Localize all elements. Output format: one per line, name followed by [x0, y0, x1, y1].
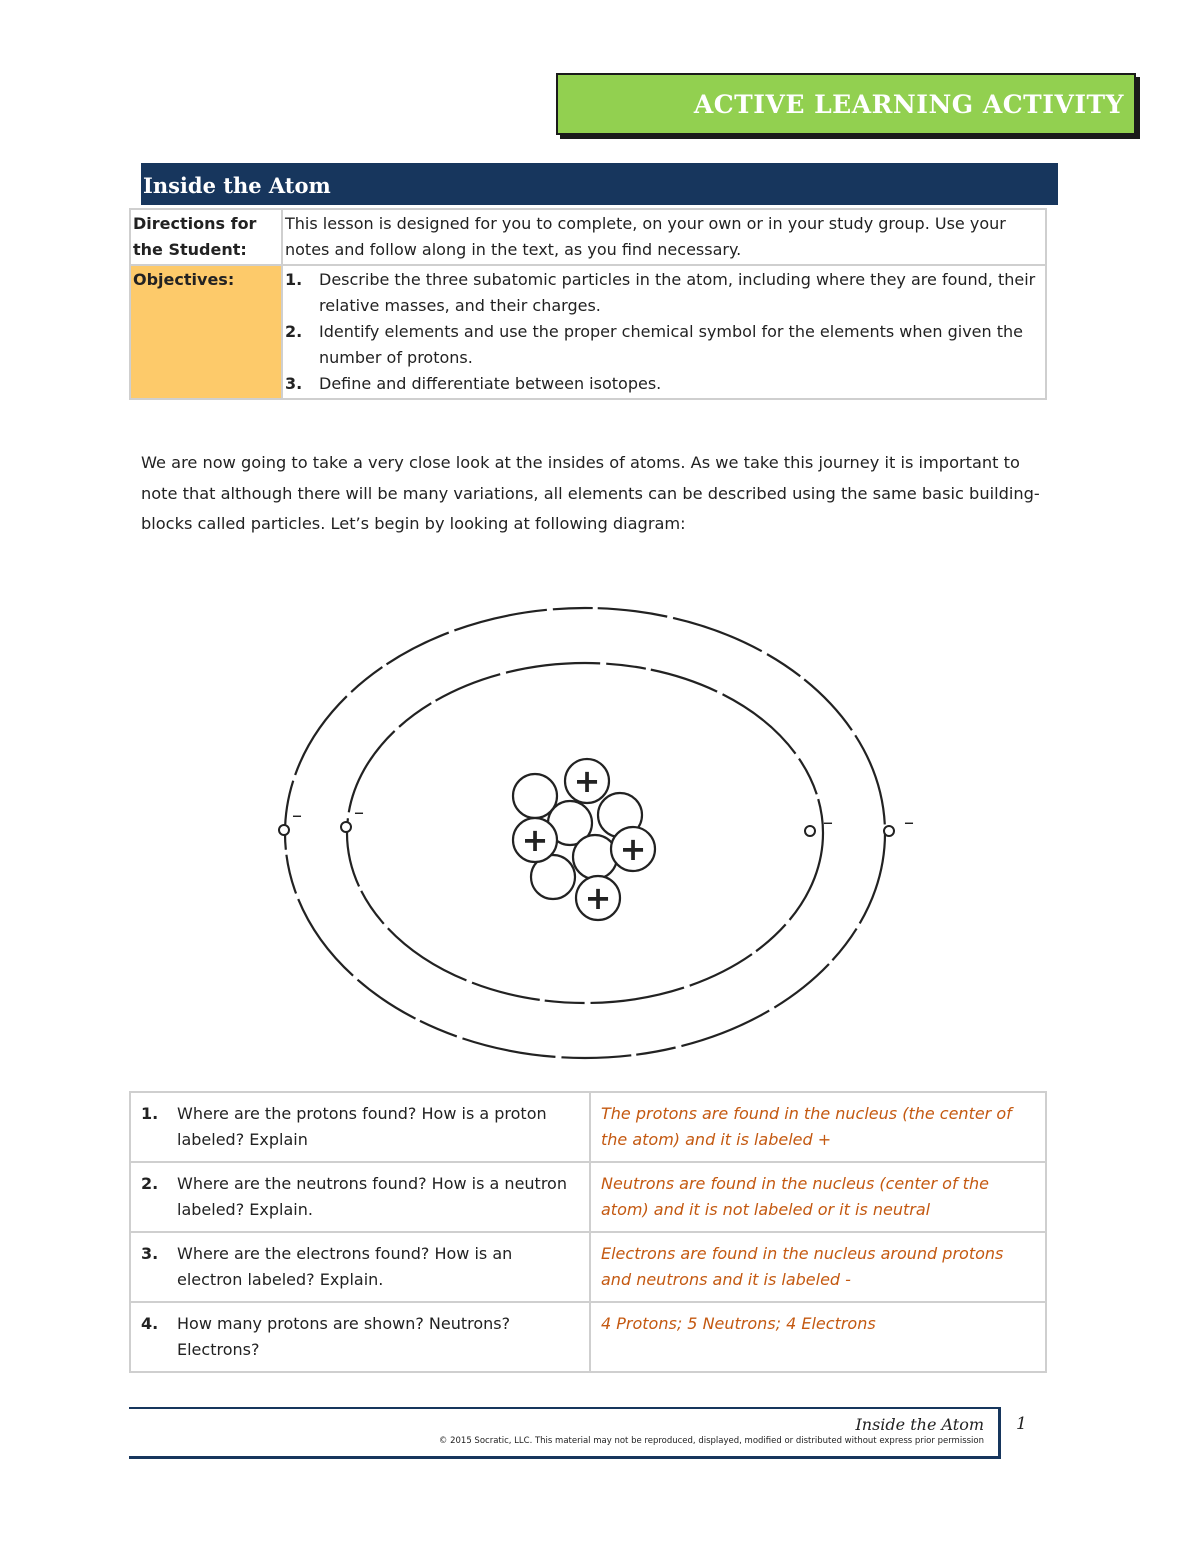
footer-copyright: © 2015 Socratic, LLC. This material may not be reproduced, displayed, modified or distributed without express prior permission [438, 1436, 984, 1446]
electron-minus-icon: – [904, 810, 914, 834]
question-number: 1. [141, 1104, 159, 1123]
answer-cell: The protons are found in the nucleus (the center of the atom) and it is labeled + [590, 1092, 1046, 1162]
electron-minus-icon: – [354, 800, 364, 824]
electron [884, 826, 894, 836]
list-item [285, 267, 1043, 319]
question-text: How many protons are shown? Neutrons? Electrons? [177, 1314, 511, 1359]
question-text: Where are the electrons found? How is an electron labeled? Explain. [177, 1244, 513, 1289]
question-cell [130, 1302, 590, 1372]
question-number: 2. [141, 1174, 159, 1193]
proton-plus-icon: + [584, 879, 612, 917]
directions-row [130, 209, 1046, 265]
questions-table [129, 1091, 1047, 1373]
question-text: Where are the protons found? How is a proton labeled? Explain [177, 1104, 547, 1149]
objective-number: 3. [285, 374, 303, 393]
objective-text: Describe the three subatomic particles in the atom, including where they are found, their relative masses, and their charges. [319, 270, 1036, 315]
answer-cell: Neutrons are found in the nucleus (center of the atom) and it is not labeled or it is neutral [590, 1162, 1046, 1232]
objectives-label: Objectives: [130, 265, 282, 399]
list-item [285, 371, 1043, 397]
objectives-list [285, 267, 1043, 397]
intro-paragraph: We are now going to take a very close look at the insides of atoms. As we take this journey it is important to note that although there will be many variations, all elements can be described using the same basic building-blocks called particles. Let’s begin by looking at following diagram: [141, 453, 1040, 533]
proton-plus-icon: + [573, 762, 601, 800]
question-cell [130, 1232, 590, 1302]
question-number: 3. [141, 1244, 159, 1263]
electron-minus-icon: – [823, 810, 833, 834]
question-cell [130, 1162, 590, 1232]
table-row [130, 1162, 1046, 1232]
table-row [130, 1302, 1046, 1372]
banner-title: ACTIVE LEARNING ACTIVITY [693, 89, 1124, 119]
list-item [285, 319, 1043, 371]
info-table [129, 208, 1047, 400]
objective-text: Identify elements and use the proper chemical symbol for the elements when given the number of protons. [319, 322, 1023, 367]
answer-cell: 4 Protons; 5 Neutrons; 4 Electrons [590, 1302, 1046, 1372]
electron-minus-icon: – [292, 803, 302, 827]
objective-number: 1. [285, 270, 303, 289]
proton-plus-icon: + [619, 830, 647, 868]
footer-title: Inside the Atom [855, 1415, 984, 1434]
page-title: Inside the Atom [141, 163, 1058, 205]
question-number: 4. [141, 1314, 159, 1333]
electron [279, 825, 289, 835]
table-row [130, 1092, 1046, 1162]
objective-number: 2. [285, 322, 303, 341]
activity-banner [556, 73, 1136, 135]
electron [341, 822, 351, 832]
proton-plus-icon: + [521, 821, 549, 859]
page-number: 1 [1016, 1414, 1027, 1434]
neutron [573, 835, 617, 879]
atom-diagram [260, 598, 940, 1068]
objective-text: Define and differentiate between isotopes. [319, 374, 662, 393]
objectives-cell [282, 265, 1046, 399]
electron [805, 826, 815, 836]
answer-cell: Electrons are found in the nucleus around protons and neutrons and it is labeled - [590, 1232, 1046, 1302]
directions-text: This lesson is designed for you to complete, on your own or in your study group. Use your notes and follow along in the text, as you find necessary. [282, 209, 1046, 265]
question-text: Where are the neutrons found? How is a neutron labeled? Explain. [177, 1174, 567, 1219]
page-footer [129, 1407, 1001, 1459]
objectives-row [130, 265, 1046, 399]
table-row [130, 1232, 1046, 1302]
directions-label: Directions for the Student: [130, 209, 282, 265]
question-cell [130, 1092, 590, 1162]
